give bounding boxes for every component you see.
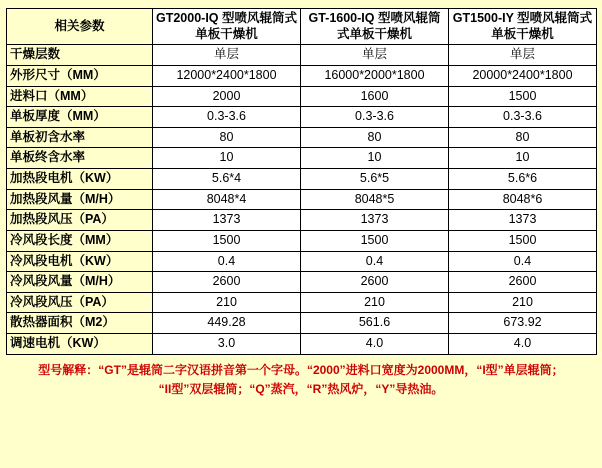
row-value: 单层 [153,45,301,66]
table-body [7,9,597,355]
row-value: 5.6*5 [301,169,449,190]
row-label: 外形尺寸（MM） [7,65,153,86]
row-value: 673.92 [449,313,597,334]
table-row [7,334,597,355]
header-parameter-label: 相关参数 [7,9,153,45]
row-value: 20000*2400*1800 [449,65,597,86]
header-model-2: GT-1600-IQ 型喷风辊筒式单板干燥机 [301,9,449,45]
row-value: 4.0 [301,334,449,355]
row-value: 0.3-3.6 [449,107,597,128]
row-value: 1373 [153,210,301,231]
row-value: 1373 [449,210,597,231]
table-row [7,65,597,86]
row-value: 单层 [301,45,449,66]
row-value: 0.4 [301,251,449,272]
table-row [7,189,597,210]
row-label: 进料口（MM） [7,86,153,107]
row-value: 4.0 [449,334,597,355]
row-value: 10 [153,148,301,169]
row-label: 调速电机（KW） [7,334,153,355]
row-value: 2600 [449,272,597,293]
footnote-line-1: 型号解释：“GT”是辊筒二字汉语拼音第一个字母。“2000”进料口宽度为2000MM，“I型”单层辊筒； [38,362,564,377]
footnote-line-2: “II型”双层辊筒；“Q”蒸汽，“R”热风炉，“Y”导热油。 [158,381,444,396]
row-value: 1500 [449,230,597,251]
row-value: 449.28 [153,313,301,334]
row-value: 3.0 [153,334,301,355]
row-value: 8048*4 [153,189,301,210]
row-value: 80 [301,127,449,148]
row-label: 加热段电机（KW） [7,169,153,190]
row-label: 冷风段风量（M/H） [7,272,153,293]
row-value: 1600 [301,86,449,107]
header-model-3: GT1500-IY 型喷风辊筒式单板干燥机 [449,9,597,45]
row-value: 1500 [449,86,597,107]
table-row [7,292,597,313]
table-header-row [7,9,597,45]
row-value: 10 [301,148,449,169]
row-label: 干燥层数 [7,45,153,66]
row-label: 散热器面积（M2） [7,313,153,334]
row-value: 210 [301,292,449,313]
row-value: 0.3-3.6 [301,107,449,128]
row-value: 12000*2400*1800 [153,65,301,86]
row-value: 2000 [153,86,301,107]
row-value: 210 [153,292,301,313]
table-row [7,169,597,190]
row-label: 冷风段长度（MM） [7,230,153,251]
table-row [7,230,597,251]
row-value: 2600 [301,272,449,293]
row-value: 2600 [153,272,301,293]
row-value: 80 [153,127,301,148]
row-label: 冷风段风压（PA） [7,292,153,313]
row-value: 1500 [301,230,449,251]
table-row [7,313,597,334]
table-row [7,210,597,231]
table-row [7,127,597,148]
row-value: 8048*6 [449,189,597,210]
row-label: 加热段风量（M/H） [7,189,153,210]
row-value: 5.6*6 [449,169,597,190]
row-value: 0.4 [153,251,301,272]
row-value: 8048*5 [301,189,449,210]
row-value: 10 [449,148,597,169]
row-value: 5.6*4 [153,169,301,190]
row-value: 单层 [449,45,597,66]
table-row [7,45,597,66]
row-label: 单板终含水率 [7,148,153,169]
table-row [7,148,597,169]
row-value: 80 [449,127,597,148]
table-row [7,86,597,107]
row-value: 16000*2000*1800 [301,65,449,86]
specification-table [6,8,597,355]
row-value: 1373 [301,210,449,231]
row-label: 加热段风压（PA） [7,210,153,231]
model-code-footnote [6,361,596,399]
table-row [7,107,597,128]
row-label: 单板厚度（MM） [7,107,153,128]
row-value: 0.4 [449,251,597,272]
table-row [7,272,597,293]
row-label: 冷风段电机（KW） [7,251,153,272]
row-value: 1500 [153,230,301,251]
row-value: 561.6 [301,313,449,334]
row-value: 210 [449,292,597,313]
table-row [7,251,597,272]
header-model-1: GT2000-IQ 型喷风辊筒式单板干燥机 [153,9,301,45]
row-label: 单板初含水率 [7,127,153,148]
row-value: 0.3-3.6 [153,107,301,128]
